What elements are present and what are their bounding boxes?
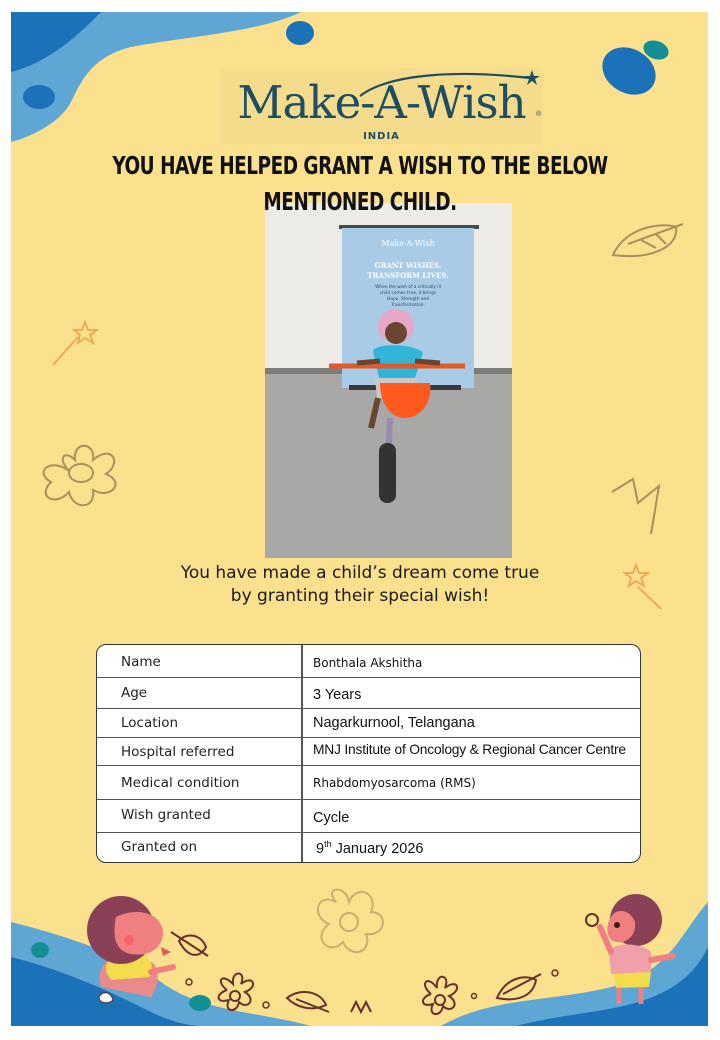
banner-body-line3: Hope, Strength and bbox=[387, 297, 429, 302]
banner-body-line4: Transformation. bbox=[391, 303, 425, 308]
zigzag-doodle-right bbox=[612, 479, 659, 534]
detail-row-wish bbox=[97, 800, 640, 833]
label-location: Location bbox=[121, 715, 179, 731]
detail-row-hospital bbox=[97, 738, 640, 766]
detail-row-age bbox=[97, 678, 640, 709]
flower-outline-bottom bbox=[318, 890, 383, 953]
value-wish: Cycle bbox=[313, 810, 350, 826]
bottom-left-teal-dot bbox=[31, 942, 49, 958]
banner-title-line2: TRANSFORM LIVES. bbox=[367, 271, 449, 280]
child-photo bbox=[265, 203, 512, 558]
label-age: Age bbox=[121, 685, 148, 701]
tagline-line2: by granting their special wish! bbox=[230, 586, 490, 606]
label-name: Name bbox=[121, 654, 161, 670]
banner-body-line2: child comes true, it brings bbox=[379, 291, 437, 296]
dot-doodle-4 bbox=[552, 970, 558, 976]
tagline bbox=[0, 562, 720, 608]
page-headline: YOU HAVE HELPED GRANT A WISH TO THE BELOW MENTIONED CHILD. bbox=[112, 151, 608, 216]
dot-doodle-1 bbox=[186, 979, 192, 985]
top-left-dot bbox=[23, 85, 55, 109]
magic-wand-icon-left bbox=[53, 322, 97, 365]
value-granted-on bbox=[316, 839, 424, 857]
banner-title-line1: GRANT WISHES. bbox=[374, 261, 442, 270]
granted-day: 9 bbox=[316, 840, 325, 857]
granted-month-year: January 2026 bbox=[331, 840, 424, 857]
flower-doodle-bottom-2 bbox=[423, 977, 457, 1014]
value-hospital: MNJ Institute of Oncology & Regional Cancer Centre bbox=[313, 742, 626, 757]
label-condition: Medical condition bbox=[121, 775, 240, 791]
leaf-doodle-right bbox=[613, 224, 683, 256]
photo-illustration bbox=[265, 203, 512, 558]
tagline-line1: You have made a child’s dream come true bbox=[180, 563, 540, 583]
label-wish: Wish granted bbox=[121, 807, 211, 823]
label-hospital: Hospital referred bbox=[121, 744, 235, 760]
value-location: Nagarkurnool, Telangana bbox=[313, 715, 475, 731]
value-name: Bonthala Akshitha bbox=[313, 656, 423, 670]
detail-row-granted-on bbox=[97, 833, 640, 863]
leaf-doodle-bottom-1 bbox=[171, 932, 208, 956]
leaf-doodle-bottom-2 bbox=[287, 992, 329, 1012]
logo-wordmark: Make-A-Wish bbox=[237, 76, 526, 129]
bottom-teal-dot bbox=[189, 995, 211, 1011]
logo-region: INDIA bbox=[363, 131, 400, 142]
m-doodle-bottom bbox=[351, 1002, 371, 1012]
dot-doodle-2 bbox=[263, 1002, 269, 1008]
detail-row-location bbox=[97, 709, 640, 738]
value-age: 3 Years bbox=[313, 687, 362, 703]
dot-doodle-3 bbox=[472, 994, 477, 999]
make-a-wish-logo bbox=[220, 68, 543, 144]
label-granted-on: Granted on bbox=[121, 839, 198, 855]
detail-row-name bbox=[97, 645, 640, 678]
wish-details-table bbox=[96, 644, 641, 863]
detail-row-condition bbox=[97, 766, 640, 800]
top-center-dot bbox=[286, 21, 314, 45]
banner-brand: Make-A-Wish bbox=[381, 239, 435, 248]
flower-doodle-bottom-1 bbox=[219, 974, 254, 1011]
banner-body-line1: When the wish of a critically ill bbox=[375, 285, 441, 290]
flower-doodle-left bbox=[44, 446, 116, 506]
value-condition: Rhabdomyosarcoma (RMS) bbox=[313, 776, 476, 790]
granted-day-suffix: th bbox=[324, 839, 332, 849]
registered-mark: ® bbox=[536, 111, 542, 118]
leaf-doodle-bottom-3 bbox=[497, 974, 541, 999]
